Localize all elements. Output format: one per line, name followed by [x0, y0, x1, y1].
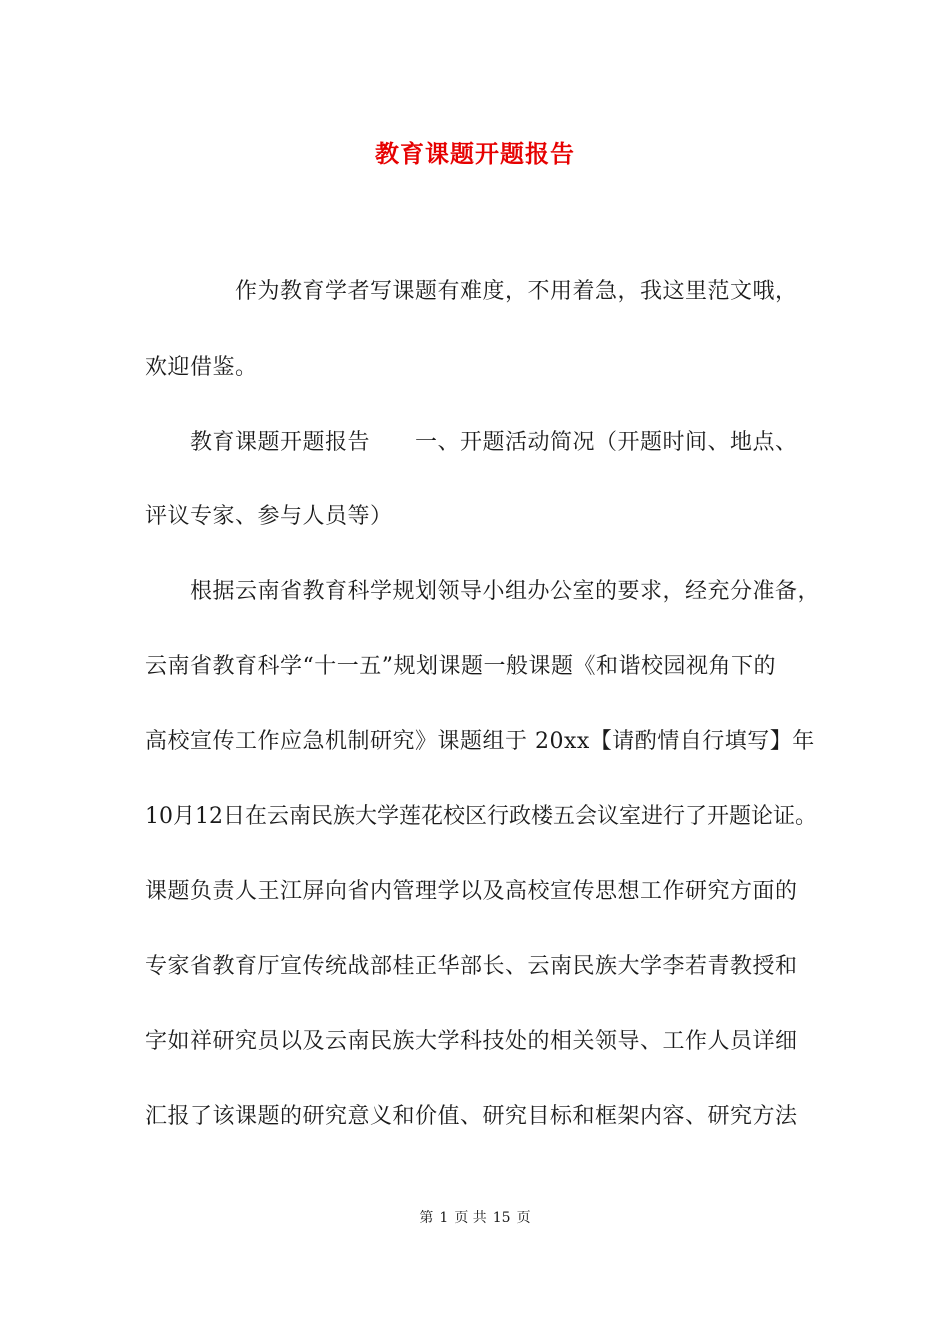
- paragraph-line: 课题负责人王江屏向省内管理学以及高校宣传思想工作研究方面的: [145, 879, 798, 904]
- paragraph-line: 欢迎借鉴。: [145, 355, 258, 380]
- document-title: 教育课题开题报告: [375, 139, 575, 168]
- paragraph-line: 10月12日在云南民族大学莲花校区行政楼五会议室进行了开题论证。: [145, 804, 817, 829]
- paragraph-line: 作为教育学者写课题有难度，不用着急，我这里范文哦，: [235, 279, 798, 304]
- footer-prefix: 第: [419, 1210, 434, 1226]
- footer-total-pages: 15: [492, 1210, 511, 1226]
- paragraph-line: 根据云南省教育科学规划领导小组办公室的要求，经充分准备，: [190, 579, 821, 604]
- paragraph-line: 高校宣传工作应急机制研究》课题组于 20xx【请酌情自行填写】年: [145, 729, 815, 754]
- paragraph-line: 教育课题开题报告 一、开题活动简况（开题时间、地点、: [190, 430, 798, 455]
- footer-suffix: 页: [516, 1210, 531, 1226]
- footer-mid: 页 共: [454, 1210, 487, 1226]
- paragraph-line: 评议专家、参与人员等）: [145, 504, 393, 529]
- paragraph-line: 汇报了该课题的研究意义和价值、研究目标和框架内容、研究方法: [145, 1104, 798, 1129]
- paragraph-line: 专家省教育厅宣传统战部桂正华部长、云南民族大学李若青教授和: [145, 954, 798, 979]
- paragraph-line: 字如祥研究员以及云南民族大学科技处的相关领导、工作人员详细: [145, 1029, 798, 1054]
- paragraph-line: 云南省教育科学“十一五”规划课题一般课题《和谐校园视角下的: [145, 654, 776, 679]
- footer-page-number: 1: [439, 1210, 449, 1226]
- page-footer: [0, 1208, 950, 1228]
